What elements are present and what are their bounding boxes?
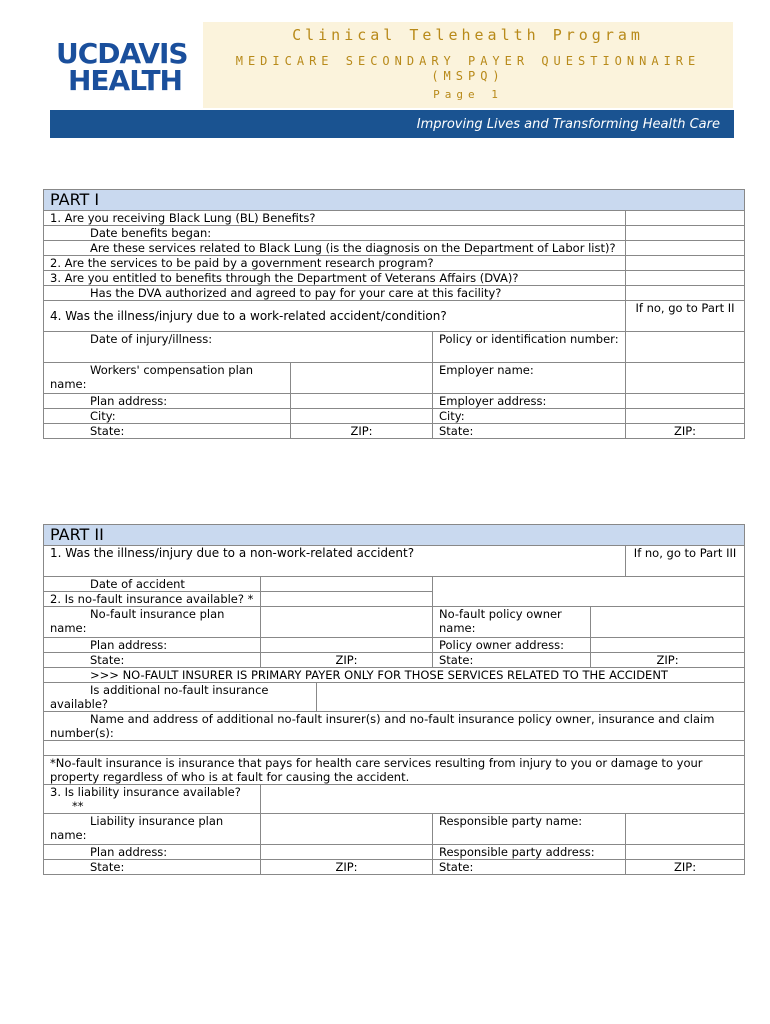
part2-nf-owner: No-fault policy owner name: (433, 607, 591, 638)
part2-resp-address-answer[interactable] (626, 845, 745, 860)
part2-resp-name-answer[interactable] (626, 814, 745, 845)
part2-primary-note (44, 668, 745, 683)
part1-employer-address: Employer address: (433, 394, 626, 409)
part1-city-right: City: (433, 409, 626, 424)
part1-bl-related (44, 241, 626, 256)
part2-state-right: State: (433, 653, 591, 668)
part2-q2-answer[interactable] (261, 592, 433, 607)
part2-q3-text: 3. Is liability insurance available? ** (50, 785, 241, 813)
part1-bl-related-text: Are these services related to Black Lung (is the diagnosis on the Department of Labor list)? (90, 241, 616, 255)
part2-owner-address-answer[interactable] (591, 638, 745, 653)
part2-liab-plan-address-answer[interactable] (261, 845, 433, 860)
part2-blank-area (433, 577, 745, 607)
part2-additional-names-text: Name and address of additional no-fault insurer(s) and no-fault insurance policy owner, insurance and claim number(s): (50, 712, 715, 740)
part1-q2: 2. Are the services to be paid by a government research program? (44, 256, 626, 271)
part1-state-left: State: (44, 424, 291, 439)
part1-q3: 3. Are you entitled to benefits through the Department of Veterans Affairs (DVA)? (44, 271, 626, 286)
part-1-title: PART I (44, 190, 745, 211)
part2-q2 (44, 592, 261, 607)
part2-liab-zip-right: ZIP: (626, 860, 745, 875)
part-2-title: PART II (44, 525, 745, 546)
part2-nf-plan (44, 607, 261, 638)
part1-date-benefits: Date benefits began: (44, 226, 626, 241)
part2-nf-owner-answer[interactable] (591, 607, 745, 638)
part2-liab-plan (44, 814, 261, 845)
part2-additional-nf-answer[interactable] (317, 683, 745, 712)
part2-resp-name: Responsible party name: (433, 814, 626, 845)
program-title: Clinical Telehealth Program (292, 26, 644, 44)
part1-policy-id-answer[interactable] (626, 332, 745, 363)
part2-liab-state-left: State: (44, 860, 261, 875)
part2-q1-note: If no, go to Part III (626, 546, 745, 577)
part1-zip-left: ZIP: (291, 424, 433, 439)
part1-q4: 4. Was the illness/injury due to a work-related accident/condition? (44, 301, 626, 332)
part2-liab-plan-text: Liability insurance plan name: (50, 814, 224, 842)
part1-dva-auth-answer[interactable] (626, 286, 745, 301)
part1-q2-answer[interactable] (626, 256, 745, 271)
part2-nf-plan-text: No-fault insurance plan name: (50, 607, 225, 635)
logo-line-1: UCDAVIS (56, 37, 188, 70)
part2-nf-plan-answer[interactable] (261, 607, 433, 638)
part2-liab-plan-answer[interactable] (261, 814, 433, 845)
part2-liab-zip-left: ZIP: (261, 860, 433, 875)
part2-owner-address: Policy owner address: (433, 638, 591, 653)
part-1-table (43, 189, 745, 439)
part1-employer-address-answer[interactable] (626, 394, 745, 409)
header-box (203, 22, 733, 108)
part2-liab-plan-address: Plan address: (44, 845, 261, 860)
part1-plan-address: Plan address: (44, 394, 291, 409)
part2-additional-nf (44, 683, 317, 712)
part1-employer-name: Employer name: (433, 363, 626, 394)
part1-wc-plan (44, 363, 291, 394)
part1-policy-id: Policy or identification number: (433, 332, 626, 363)
logo-line-2: HEALTH (68, 64, 182, 97)
part2-additional-names (44, 712, 745, 741)
page-number: Page 1 (433, 88, 503, 101)
part2-q3 (44, 785, 261, 814)
part2-footnote: *No-fault insurance is insurance that pays for health care services resulting from injury to you or damage to your property regardless of who is at fault for causing the accident. (44, 756, 745, 785)
part2-resp-address: Responsible party address: (433, 845, 626, 860)
part2-q1: 1. Was the illness/injury due to a non-work-related accident? (44, 546, 626, 577)
form-subtitle: MEDICARE SECONDARY PAYER QUESTIONNAIRE (MSPQ) (235, 54, 701, 83)
tagline-bar (50, 110, 734, 138)
ucdavis-health-logo (56, 37, 188, 97)
part1-employer-name-answer[interactable] (626, 363, 745, 394)
part1-state-right: State: (433, 424, 626, 439)
part2-liab-state-right: State: (433, 860, 626, 875)
part1-zip-right: ZIP: (626, 424, 745, 439)
part2-plan-address: Plan address: (44, 638, 261, 653)
part2-zip-right: ZIP: (591, 653, 745, 668)
part1-plan-address-answer[interactable] (291, 394, 433, 409)
part1-city-left-answer[interactable] (291, 409, 433, 424)
part2-q2-text: 2. Is no-fault insurance available? * (50, 592, 254, 606)
part2-zip-left: ZIP: (261, 653, 433, 668)
part1-wc-plan-text: Workers' compensation plan name: (50, 363, 254, 391)
part2-primary-note-text: >>> NO-FAULT INSURER IS PRIMARY PAYER ONLY FOR THOSE SERVICES RELATED TO THE ACCIDENT (90, 668, 668, 682)
part1-dva-auth: Has the DVA authorized and agreed to pay for your care at this facility? (44, 286, 626, 301)
part1-date-benefits-answer[interactable] (626, 226, 745, 241)
part1-date-injury: Date of injury/illness: (44, 332, 433, 363)
part2-additional-nf-text: Is additional no-fault insurance available? (50, 683, 269, 711)
part1-city-left: City: (44, 409, 291, 424)
part2-plan-address-answer[interactable] (261, 638, 433, 653)
part2-state-left: State: (44, 653, 261, 668)
part1-q4-note: If no, go to Part II (626, 301, 745, 332)
part1-q1-answer[interactable] (626, 211, 745, 226)
part1-q1: 1. Are you receiving Black Lung (BL) Benefits? (44, 211, 626, 226)
part-2-table (43, 524, 745, 875)
part1-wc-plan-answer[interactable] (291, 363, 433, 394)
tagline: Improving Lives and Transforming Health Care (416, 117, 720, 132)
part2-q3-answer[interactable] (261, 785, 745, 814)
part1-bl-related-answer[interactable] (626, 241, 745, 256)
part2-additional-names-answer[interactable] (44, 741, 745, 756)
part1-q3-answer[interactable] (626, 271, 745, 286)
part2-date-accident-answer[interactable] (261, 577, 433, 592)
part2-date-accident: Date of accident (44, 577, 261, 592)
part1-city-right-answer[interactable] (626, 409, 745, 424)
